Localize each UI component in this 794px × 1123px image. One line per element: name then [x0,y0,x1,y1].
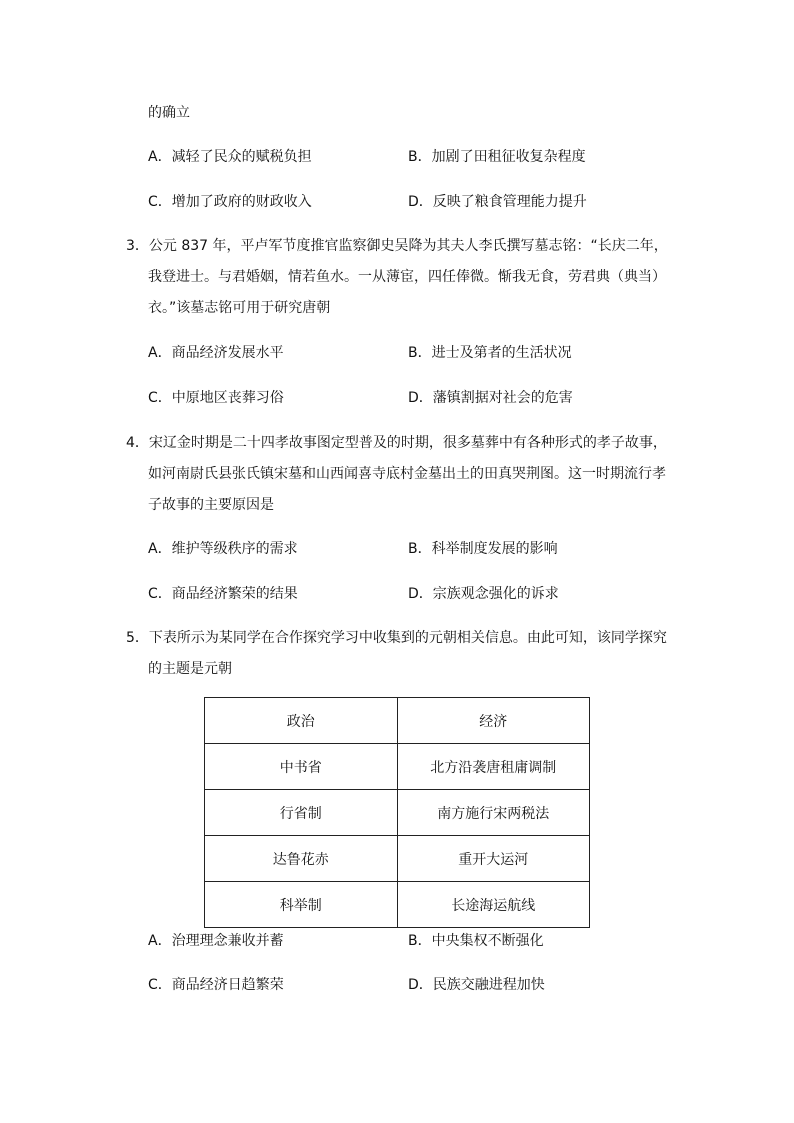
table-cell: 达鲁花赤 [205,836,398,882]
yuan-info-table [204,697,590,928]
table-cell: 重开大运河 [397,836,590,882]
option-letter: A． [148,541,172,557]
option-letter: B． [408,149,432,165]
option-text: 治理理念兼收并蓄 [171,933,284,949]
table-cell: 北方沿袭唐租庸调制 [397,744,590,790]
option-text: 加剧了田租征收复杂程度 [431,149,586,165]
q2-option-d [408,192,587,212]
q4-stem-line-3: 子故事的主要原因是 [148,497,274,513]
option-text: 民族交融进程加快 [432,977,545,993]
option-text: 中原地区丧葬习俗 [171,390,284,406]
q5-stem-line-2: 的主题是元朝 [148,661,232,677]
option-text: 藩镇割据对社会的危害 [432,390,573,406]
q4-option-c [148,584,298,604]
option-text: 维护等级秩序的需求 [171,541,298,557]
q3-stem-line-2: 我登进士。与君婚姻，情若鱼水。一从薄宦，四任俸微。惭我无食，劳君典（典当） [148,269,666,285]
option-letter: C． [148,390,172,406]
q5-option-b [408,931,544,951]
option-letter: D． [408,977,433,993]
q3-option-d [408,388,573,408]
option-letter: C． [148,194,172,210]
option-letter: C． [148,586,172,602]
table-cell: 行省制 [205,790,398,836]
option-text: 减轻了民众的赋税负担 [171,149,312,165]
q2-stem-tail: 的确立 [148,105,190,121]
option-letter: B． [408,541,432,557]
q5-option-a [148,931,284,951]
q5-option-c [148,975,284,995]
option-text: 商品经济发展水平 [171,345,284,361]
q2-option-b [408,147,586,167]
option-text: 中央集权不断强化 [431,933,544,949]
q5-option-d [408,975,545,995]
option-letter: C． [148,977,172,993]
option-text: 进士及第者的生活状况 [431,345,572,361]
table-cell: 中书省 [205,744,398,790]
q4-option-d [408,584,559,604]
option-letter: D． [408,586,433,602]
option-letter: B． [408,933,432,949]
q2-option-a [148,147,312,167]
option-text: 反映了粮食管理能力提升 [432,194,587,210]
option-text: 科举制度发展的影响 [431,541,558,557]
q3-stem-line-3: 衣。”该墓志铭可用于研究唐朝 [148,300,331,316]
q4-option-a [148,539,298,559]
option-letter: B． [408,345,432,361]
option-letter: A． [148,345,172,361]
option-letter: A． [148,149,172,165]
table-cell: 长途海运航线 [397,882,590,928]
q4-option-b [408,539,558,559]
option-text: 商品经济日趋繁荣 [171,977,284,993]
option-letter: D． [408,390,433,406]
table-row [205,790,590,836]
option-letter: A． [148,933,172,949]
table-row [205,882,590,928]
table-row [205,744,590,790]
q4-stem-line-1: 4．宋辽金时期是二十四孝故事图定型普及的时期，很多墓葬中有各种形式的孝子故事， [126,435,667,451]
q2-option-c [148,192,312,212]
table-header-row [205,698,590,744]
q4-stem-line-2: 如河南尉氏县张氏镇宋墓和山西闻喜寺底村金墓出土的田真哭荆图。这一时期流行孝 [148,466,666,482]
q3-option-a [148,343,284,363]
q3-option-c [148,388,284,408]
table-cell: 南方施行宋两税法 [397,790,590,836]
q3-stem-line-1: 3．公元 837 年，平卢军节度推官监察御史吴降为其夫人李氏撰写墓志铭：“长庆二年， [126,238,668,254]
q3-option-b [408,343,572,363]
table-header-cell: 经济 [397,698,590,744]
option-letter: D． [408,194,433,210]
q5-stem-line-1: 5．下表所示为某同学在合作探究学习中收集到的元朝相关信息。由此可知，该同学探究 [126,630,667,646]
option-text: 增加了政府的财政收入 [171,194,312,210]
table-header-cell: 政治 [205,698,398,744]
option-text: 宗族观念强化的诉求 [432,586,559,602]
table-cell: 科举制 [205,882,398,928]
option-text: 商品经济繁荣的结果 [171,586,298,602]
table-row [205,836,590,882]
